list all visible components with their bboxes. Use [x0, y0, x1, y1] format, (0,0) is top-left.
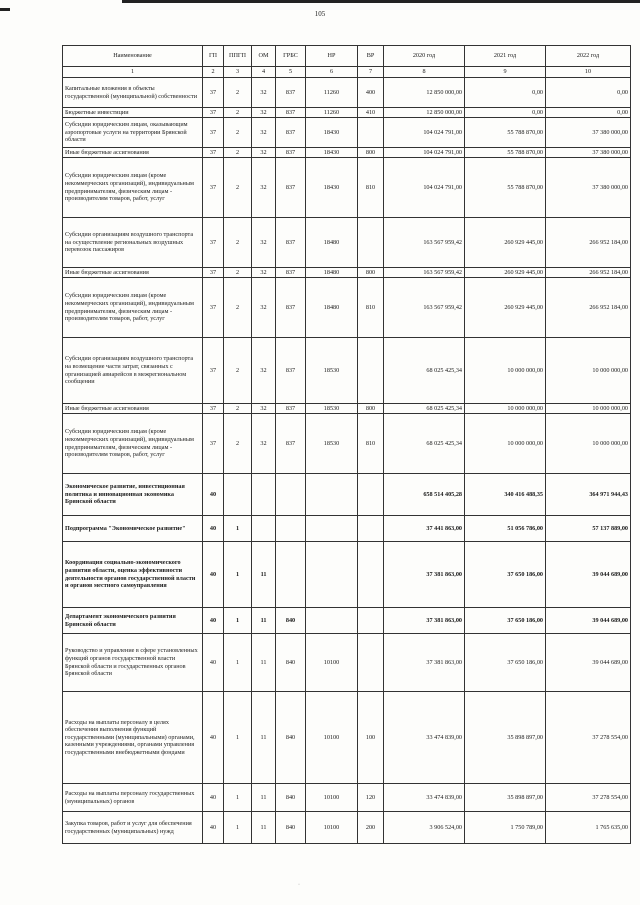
gp-cell: 40: [203, 608, 224, 634]
gp-cell: 40: [203, 634, 224, 692]
header-cell: 2020 год: [384, 46, 465, 67]
om-cell: 11: [252, 542, 276, 608]
amount-2022-cell: 266 952 184,00: [546, 218, 631, 268]
vr-cell: 120: [358, 784, 384, 812]
ppgp-cell: 1: [224, 692, 252, 784]
ppgp-cell: 1: [224, 542, 252, 608]
amount-2020-cell: 12 850 000,00: [384, 78, 465, 108]
nr-cell: [306, 542, 358, 608]
header-cell: НР: [306, 46, 358, 67]
ppgp-cell: 2: [224, 414, 252, 474]
ppgp-cell: 2: [224, 404, 252, 414]
amount-2020-cell: 37 441 863,00: [384, 516, 465, 542]
name-cell: Иные бюджетные ассигнования: [63, 268, 203, 278]
om-cell: 11: [252, 608, 276, 634]
name-cell: Департамент экономического развития Брянской области: [63, 608, 203, 634]
vr-cell: 800: [358, 404, 384, 414]
grbs-cell: [276, 474, 306, 516]
gp-cell: 37: [203, 118, 224, 148]
grbs-cell: 840: [276, 812, 306, 844]
column-number: 9: [465, 67, 546, 78]
ppgp-cell: 1: [224, 516, 252, 542]
name-cell: Экономическое развитие, инвестиционная политика и инновационная экономика Брянской области: [63, 474, 203, 516]
amount-2022-cell: 364 971 944,43: [546, 474, 631, 516]
table-row: [63, 78, 631, 108]
grbs-cell: 840: [276, 608, 306, 634]
gp-cell: 37: [203, 148, 224, 158]
vr-cell: 800: [358, 148, 384, 158]
amount-2022-cell: 37 380 000,00: [546, 148, 631, 158]
om-cell: 32: [252, 338, 276, 404]
amount-2021-cell: 10 000 000,00: [465, 404, 546, 414]
amount-2022-cell: 266 952 184,00: [546, 278, 631, 338]
name-cell: Субсидии юридическим лицам (кроме некоммерческих организаций), индивидуальным предпринимателям, физическим лицам - производителям товаров, работ, услуг: [63, 158, 203, 218]
amount-2022-cell: 39 044 689,00: [546, 608, 631, 634]
amount-2020-cell: 37 381 863,00: [384, 634, 465, 692]
om-cell: 32: [252, 268, 276, 278]
column-number: 10: [546, 67, 631, 78]
scan-speck: ·: [298, 882, 300, 888]
amount-2020-cell: 658 514 405,28: [384, 474, 465, 516]
gp-cell: 37: [203, 78, 224, 108]
gp-cell: 37: [203, 108, 224, 118]
table-row: [63, 608, 631, 634]
amount-2020-cell: 37 381 863,00: [384, 542, 465, 608]
table-row: [63, 158, 631, 218]
gp-cell: 37: [203, 338, 224, 404]
nr-cell: 11260: [306, 78, 358, 108]
gp-cell: 37: [203, 268, 224, 278]
vr-cell: 200: [358, 812, 384, 844]
nr-cell: 18430: [306, 118, 358, 148]
gp-cell: 37: [203, 278, 224, 338]
om-cell: [252, 516, 276, 542]
grbs-cell: 837: [276, 404, 306, 414]
gp-cell: 40: [203, 784, 224, 812]
om-cell: 32: [252, 78, 276, 108]
om-cell: 32: [252, 414, 276, 474]
nr-cell: [306, 608, 358, 634]
om-cell: 32: [252, 404, 276, 414]
column-number: 4: [252, 67, 276, 78]
gp-cell: 40: [203, 474, 224, 516]
amount-2020-cell: 33 474 839,00: [384, 692, 465, 784]
nr-cell: 10100: [306, 692, 358, 784]
amount-2020-cell: 68 025 425,34: [384, 338, 465, 404]
amount-2022-cell: 10 000 000,00: [546, 404, 631, 414]
table-row: [63, 278, 631, 338]
amount-2020-cell: 163 567 959,42: [384, 278, 465, 338]
column-number: 8: [384, 67, 465, 78]
table-row: [63, 542, 631, 608]
grbs-cell: 837: [276, 268, 306, 278]
grbs-cell: 837: [276, 148, 306, 158]
amount-2021-cell: 0,00: [465, 108, 546, 118]
nr-cell: 18430: [306, 148, 358, 158]
header-cell: ГРБС: [276, 46, 306, 67]
ppgp-cell: 1: [224, 812, 252, 844]
table-row: [63, 784, 631, 812]
nr-cell: 10100: [306, 634, 358, 692]
header-cell: ППГП: [224, 46, 252, 67]
column-number: 5: [276, 67, 306, 78]
amount-2020-cell: 163 567 959,42: [384, 218, 465, 268]
amount-2021-cell: 260 929 445,00: [465, 268, 546, 278]
grbs-cell: 837: [276, 158, 306, 218]
name-cell: Расходы на выплаты персоналу в целях обеспечения выполнения функций государственными (муниципальными) органами, казенными учреждениями, органами управления государственными внебюджетными фондами: [63, 692, 203, 784]
ppgp-cell: [224, 474, 252, 516]
vr-cell: 810: [358, 278, 384, 338]
amount-2022-cell: 10 000 000,00: [546, 338, 631, 404]
amount-2020-cell: 163 567 959,42: [384, 268, 465, 278]
grbs-cell: [276, 542, 306, 608]
header-cell: ОМ: [252, 46, 276, 67]
vr-cell: 400: [358, 78, 384, 108]
amount-2020-cell: 33 474 839,00: [384, 784, 465, 812]
column-number: 7: [358, 67, 384, 78]
name-cell: Иные бюджетные ассигнования: [63, 404, 203, 414]
top-border-rule: [122, 0, 640, 3]
header-cell: 2022 год: [546, 46, 631, 67]
amount-2020-cell: 104 024 791,00: [384, 158, 465, 218]
om-cell: [252, 474, 276, 516]
name-cell: Субсидии юридическим лицам (кроме некоммерческих организаций), индивидуальным предпринимателям, физическим лицам - производителям товаров, работ, услуг: [63, 278, 203, 338]
grbs-cell: 837: [276, 218, 306, 268]
vr-cell: [358, 634, 384, 692]
nr-cell: 18530: [306, 414, 358, 474]
grbs-cell: 837: [276, 338, 306, 404]
vr-cell: [358, 516, 384, 542]
nr-cell: 18480: [306, 218, 358, 268]
ppgp-cell: 1: [224, 634, 252, 692]
amount-2020-cell: 12 850 000,00: [384, 108, 465, 118]
amount-2021-cell: 260 929 445,00: [465, 218, 546, 268]
ppgp-cell: 2: [224, 268, 252, 278]
nr-cell: 18430: [306, 158, 358, 218]
table-row: [63, 812, 631, 844]
amount-2022-cell: 39 044 689,00: [546, 634, 631, 692]
amount-2021-cell: 10 000 000,00: [465, 338, 546, 404]
grbs-cell: 840: [276, 784, 306, 812]
name-cell: Координация социально-экономического развития области, оценка эффективности деятельности органов государственной власти и органов местного самоуправления: [63, 542, 203, 608]
vr-cell: [358, 218, 384, 268]
grbs-cell: 837: [276, 414, 306, 474]
amount-2020-cell: 68 025 425,34: [384, 404, 465, 414]
name-cell: Закупка товаров, работ и услуг для обеспечения государственных (муниципальных) нужд: [63, 812, 203, 844]
grbs-cell: [276, 516, 306, 542]
amount-2021-cell: 35 898 897,00: [465, 784, 546, 812]
gp-cell: 37: [203, 404, 224, 414]
gp-cell: 40: [203, 692, 224, 784]
amount-2022-cell: 37 380 000,00: [546, 118, 631, 148]
nr-cell: [306, 516, 358, 542]
name-cell: Субсидии организациям воздушного транспорта на возмещение части затрат, связанных с организацией авиарейсов в межрегиональном сообщении: [63, 338, 203, 404]
ppgp-cell: 2: [224, 278, 252, 338]
header-cell: ВР: [358, 46, 384, 67]
name-cell: Капитальные вложения в объекты государственной (муниципальной) собственности: [63, 78, 203, 108]
amount-2020-cell: 104 024 791,00: [384, 118, 465, 148]
amount-2021-cell: 1 750 789,00: [465, 812, 546, 844]
grbs-cell: 840: [276, 634, 306, 692]
gp-cell: 37: [203, 158, 224, 218]
header-cell: 2021 год: [465, 46, 546, 67]
table-row: [63, 414, 631, 474]
om-cell: 11: [252, 812, 276, 844]
amount-2022-cell: 0,00: [546, 78, 631, 108]
ppgp-cell: 2: [224, 148, 252, 158]
budget-table: [62, 45, 631, 844]
name-cell: Субсидии юридическим лицам (кроме некоммерческих организаций), индивидуальным предпринимателям, физическим лицам - производителям товаров, работ, услуг: [63, 414, 203, 474]
amount-2020-cell: 37 381 863,00: [384, 608, 465, 634]
amount-2021-cell: 340 416 488,35: [465, 474, 546, 516]
gp-cell: 40: [203, 812, 224, 844]
column-number: 3: [224, 67, 252, 78]
nr-cell: 18530: [306, 404, 358, 414]
gp-cell: 40: [203, 542, 224, 608]
vr-cell: 800: [358, 268, 384, 278]
amount-2022-cell: 266 952 184,00: [546, 268, 631, 278]
nr-cell: 10100: [306, 784, 358, 812]
amount-2020-cell: 68 025 425,34: [384, 414, 465, 474]
amount-2022-cell: 10 000 000,00: [546, 414, 631, 474]
amount-2021-cell: 37 650 186,00: [465, 608, 546, 634]
name-cell: Иные бюджетные ассигнования: [63, 148, 203, 158]
table-row: [63, 634, 631, 692]
name-cell: Расходы на выплаты персоналу государственных (муниципальных) органов: [63, 784, 203, 812]
amount-2021-cell: 35 898 897,00: [465, 692, 546, 784]
nr-cell: [306, 474, 358, 516]
vr-cell: [358, 474, 384, 516]
amount-2020-cell: 104 024 791,00: [384, 148, 465, 158]
amount-2022-cell: 1 765 635,00: [546, 812, 631, 844]
amount-2020-cell: 3 906 524,00: [384, 812, 465, 844]
grbs-cell: 837: [276, 108, 306, 118]
om-cell: 32: [252, 148, 276, 158]
nr-cell: 18480: [306, 278, 358, 338]
amount-2021-cell: 0,00: [465, 78, 546, 108]
table-row: [63, 148, 631, 158]
table-header-row: [63, 46, 631, 67]
nr-cell: 11260: [306, 108, 358, 118]
table-row: [63, 108, 631, 118]
column-number: 1: [63, 67, 203, 78]
amount-2022-cell: 57 137 889,00: [546, 516, 631, 542]
table-row: [63, 692, 631, 784]
om-cell: 32: [252, 278, 276, 338]
om-cell: 11: [252, 692, 276, 784]
gp-cell: 37: [203, 218, 224, 268]
table-row: [63, 118, 631, 148]
amount-2021-cell: 55 788 870,00: [465, 158, 546, 218]
amount-2021-cell: 51 056 786,00: [465, 516, 546, 542]
om-cell: 32: [252, 218, 276, 268]
gp-cell: 37: [203, 414, 224, 474]
page-number: 105: [314, 10, 326, 18]
vr-cell: [358, 118, 384, 148]
om-cell: 32: [252, 108, 276, 118]
vr-cell: 810: [358, 158, 384, 218]
gp-cell: 40: [203, 516, 224, 542]
om-cell: 32: [252, 158, 276, 218]
om-cell: 11: [252, 784, 276, 812]
grbs-cell: 840: [276, 692, 306, 784]
amount-2022-cell: 37 278 554,00: [546, 692, 631, 784]
amount-2021-cell: 260 929 445,00: [465, 278, 546, 338]
column-number: 6: [306, 67, 358, 78]
vr-cell: [358, 542, 384, 608]
ppgp-cell: 1: [224, 608, 252, 634]
vr-cell: 810: [358, 414, 384, 474]
name-cell: Подпрограмма "Экономическое развитие": [63, 516, 203, 542]
name-cell: Руководство и управление в сфере установленных функций органов государственной власти Брянской области и государственных органов Брянской области: [63, 634, 203, 692]
ppgp-cell: 2: [224, 218, 252, 268]
grbs-cell: 837: [276, 118, 306, 148]
ppgp-cell: 2: [224, 158, 252, 218]
amount-2022-cell: 37 380 000,00: [546, 158, 631, 218]
table-row: [63, 516, 631, 542]
nr-cell: 18480: [306, 268, 358, 278]
table-row: [63, 218, 631, 268]
vr-cell: [358, 608, 384, 634]
header-cell: Наименование: [63, 46, 203, 67]
amount-2021-cell: 37 650 186,00: [465, 542, 546, 608]
header-cell: ГП: [203, 46, 224, 67]
ppgp-cell: 2: [224, 338, 252, 404]
vr-cell: [358, 338, 384, 404]
amount-2021-cell: 55 788 870,00: [465, 118, 546, 148]
ppgp-cell: 2: [224, 78, 252, 108]
amount-2021-cell: 37 650 186,00: [465, 634, 546, 692]
amount-2021-cell: 55 788 870,00: [465, 148, 546, 158]
ppgp-cell: 2: [224, 108, 252, 118]
om-cell: 32: [252, 118, 276, 148]
amount-2021-cell: 10 000 000,00: [465, 414, 546, 474]
nr-cell: 10100: [306, 812, 358, 844]
name-cell: Субсидии юридическим лицам, оказывающим аэропортовые услуги на территории Брянской области: [63, 118, 203, 148]
om-cell: 11: [252, 634, 276, 692]
vr-cell: 100: [358, 692, 384, 784]
column-number-row: [63, 67, 631, 78]
vr-cell: 410: [358, 108, 384, 118]
amount-2022-cell: 0,00: [546, 108, 631, 118]
grbs-cell: 837: [276, 78, 306, 108]
amount-2022-cell: 37 278 554,00: [546, 784, 631, 812]
ppgp-cell: 1: [224, 784, 252, 812]
table-row: [63, 338, 631, 404]
table-row: [63, 474, 631, 516]
nr-cell: 18530: [306, 338, 358, 404]
grbs-cell: 837: [276, 278, 306, 338]
name-cell: Бюджетные инвестиции: [63, 108, 203, 118]
ppgp-cell: 2: [224, 118, 252, 148]
table-row: [63, 268, 631, 278]
amount-2022-cell: 39 044 689,00: [546, 542, 631, 608]
column-number: 2: [203, 67, 224, 78]
table-row: [63, 404, 631, 414]
name-cell: Субсидии организациям воздушного транспорта на осуществление региональных воздушных перевозок пассажиров: [63, 218, 203, 268]
